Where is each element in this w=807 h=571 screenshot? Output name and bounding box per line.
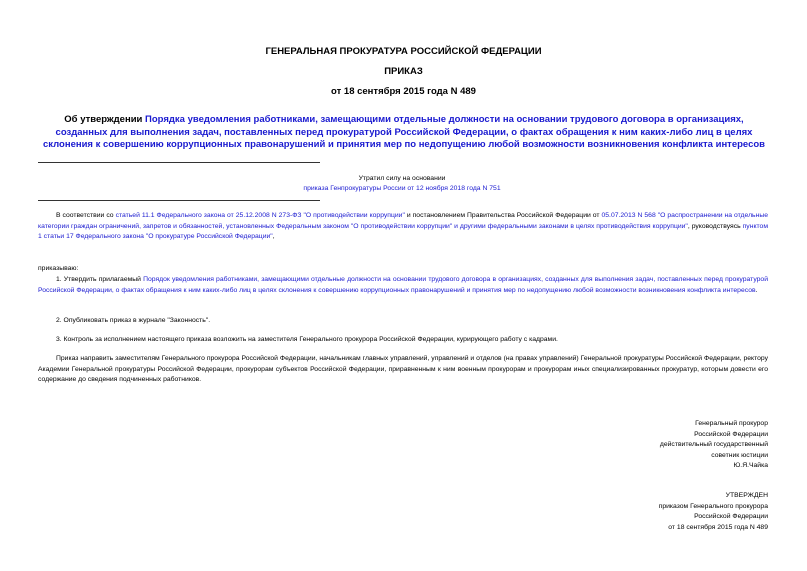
item-1 xyxy=(38,275,768,296)
order-word: приказываю: xyxy=(38,265,79,272)
signature-block xyxy=(520,419,768,472)
item-4: Приказ направить заместителям Генерального прокурора Российской Федерации, начальникам главных управлений, управлений и отделов (на правах управлений) Генеральной прокуратуры Российской Федерации, ректору Академии Генеральной прокуратуры Российской Федерации, прокурорам субъектов Российской Федерации, приравненным к ним военным прокурорам и прокурорам иных специализированных прокуратур, которым довести его содержание до сведения подчиненных работников. xyxy=(38,355,768,383)
signature-line-1: Генеральный прокурор xyxy=(695,420,768,427)
signature-line-2: Российской Федерации xyxy=(694,430,768,438)
approved-line-2: приказом Генерального прокурора xyxy=(658,502,768,510)
document-title xyxy=(40,114,768,152)
item-1-link[interactable]: Порядок уведомления работниками, замещающими отдельные должности на основании трудового договора в организациях, созданных для выполнения задач, поставленных перед прокуратурой Российской Федерации, о фактах обращения к ним каких-либо лиц в целях склонения к совершению коррупционных правонарушений и принятия мер по недопущению любой возможности возникновения конфликта интересов xyxy=(38,276,768,294)
preamble-link-prosecutor-law[interactable]: пунктом 1 статьи 17 Федерального закона "О прокуратуре Российской Федерации" xyxy=(38,222,768,240)
signature-line-5: Ю.Я.Чайка xyxy=(733,462,768,469)
preamble-text-3: , руководствуясь xyxy=(687,222,743,230)
signature-line-3: действительный государственный xyxy=(659,441,768,448)
approved-block xyxy=(520,491,768,533)
preamble-link-resolution-568[interactable]: 05.07.2013 N 568 "О распространении на отдельные категории граждан ограничений, запретов и обязанностей, установленных Федеральным законом "О противодействии коррупции" и другими федеральными законами в целях противодействия коррупции" xyxy=(38,212,768,230)
preamble xyxy=(38,211,768,243)
approved-line-4: от 18 сентября 2015 года N 489 xyxy=(668,523,768,531)
preamble-text-2: и постановлением Правительства Российской Федерации от xyxy=(404,212,602,219)
doc-date-number: от 18 сентября 2015 года N 489 xyxy=(331,86,476,97)
preamble-link-law-273[interactable]: статьей 11.1 Федерального закона от 25.12.2008 N 273-ФЗ "О противодействии коррупции" xyxy=(115,212,405,219)
status-note-link[interactable]: приказа Генпрокуратуры России от 12 ноября 2018 года N 751 xyxy=(303,185,501,192)
approved-line-3: Российской Федерации xyxy=(694,513,768,520)
divider-top xyxy=(38,162,320,163)
title-link[interactable]: Порядка уведомления работниками, замещающими отдельные должности на основании трудового договора в организациях, созданных для выполнения задач, поставленных перед прокуратурой Российской Федерации, о фактах обращения к ним каких-либо лиц в целях склонения к совершению коррупционных правонарушений и принятия мер по недопущению любой возможности возникновения конфликта интересов xyxy=(42,114,766,150)
item-1-prefix: 1. Утвердить прилагаемый xyxy=(56,276,144,283)
preamble-text-4: , xyxy=(272,233,275,240)
status-note-line1: Утратил силу на основании xyxy=(358,175,446,182)
doc-type: ПРИКАЗ xyxy=(384,66,423,77)
org-title: ГЕНЕРАЛЬНАЯ ПРОКУРАТУРА РОССИЙСКОЙ ФЕДЕРАЦИИ xyxy=(265,46,542,57)
approved-line-1: УТВЕРЖДЕН xyxy=(725,492,768,499)
signature-line-4: советник юстиции xyxy=(711,451,768,459)
item-2: 2. Опубликовать приказ в журнале "Законность". xyxy=(56,317,211,324)
item-1-suffix: . xyxy=(755,286,758,294)
title-prefix: Об утверждении xyxy=(64,114,146,125)
item-3: 3. Контроль за исполнением настоящего приказа возложить на заместителя Генерального прокурора Российской Федерации, курирующего работу с кадрами. xyxy=(56,336,558,343)
divider-bottom xyxy=(38,200,320,201)
preamble-text-1: В соответствии со xyxy=(56,212,116,219)
